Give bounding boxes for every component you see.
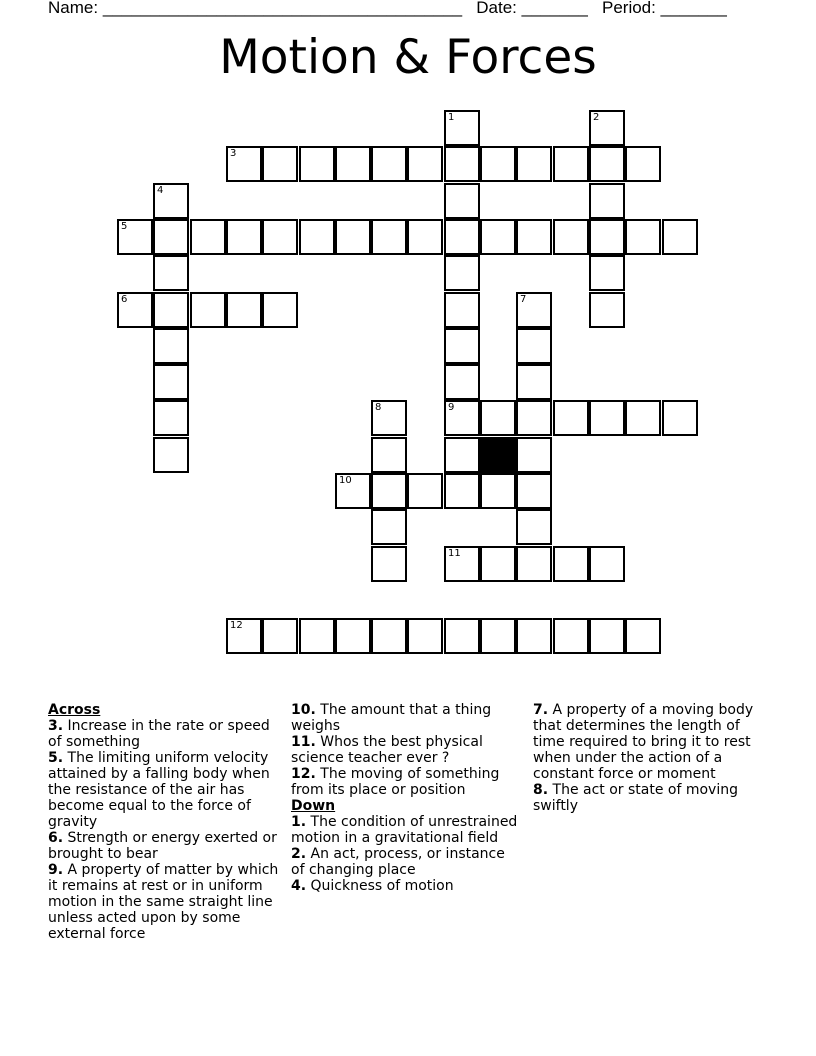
name-label: Name: xyxy=(48,0,99,17)
crossword-cell[interactable] xyxy=(589,618,625,654)
crossword-cell[interactable] xyxy=(299,219,335,255)
crossword-cell[interactable] xyxy=(335,618,371,654)
crossword-cell[interactable] xyxy=(516,328,552,364)
crossword-cell[interactable] xyxy=(226,146,262,182)
cell-number: 11 xyxy=(448,548,461,559)
crossword-cell[interactable] xyxy=(516,364,552,400)
date-label: Date: xyxy=(476,0,517,17)
across-clue: 11. Whos the best physical science teacher ever ? xyxy=(291,734,483,766)
crossword-cell[interactable] xyxy=(444,437,480,473)
crossword-cell[interactable] xyxy=(335,473,371,509)
crossword-cell[interactable] xyxy=(444,146,480,182)
crossword-cell[interactable] xyxy=(444,473,480,509)
crossword-cell[interactable] xyxy=(153,437,189,473)
crossword-cell[interactable] xyxy=(589,292,625,328)
crossword-cell[interactable] xyxy=(153,328,189,364)
crossword-cell[interactable] xyxy=(480,618,516,654)
cell-number: 1 xyxy=(448,112,455,123)
crossword-cell[interactable] xyxy=(625,618,661,654)
crossword-cell[interactable] xyxy=(371,146,407,182)
crossword-cell[interactable] xyxy=(553,618,589,654)
crossword-cell[interactable] xyxy=(444,328,480,364)
crossword-cell[interactable] xyxy=(444,183,480,219)
crossword-cell[interactable] xyxy=(553,219,589,255)
crossword-cell[interactable] xyxy=(262,292,298,328)
crossword-cell[interactable] xyxy=(153,292,189,328)
crossword-cell[interactable] xyxy=(407,219,443,255)
crossword-cell[interactable] xyxy=(589,219,625,255)
page-title: Motion & Forces xyxy=(219,30,597,85)
crossword-cell[interactable] xyxy=(153,400,189,436)
cell-number: 2 xyxy=(593,112,600,123)
clue-column-1 xyxy=(48,702,284,942)
crossword-cell[interactable] xyxy=(117,219,153,255)
crossword-cell[interactable] xyxy=(407,473,443,509)
crossword-cell[interactable] xyxy=(516,146,552,182)
crossword-cell[interactable] xyxy=(625,146,661,182)
crossword-cell[interactable] xyxy=(553,146,589,182)
crossword-cell[interactable] xyxy=(444,400,480,436)
crossword-cell[interactable] xyxy=(444,110,480,146)
crossword-cell[interactable] xyxy=(516,473,552,509)
crossword-cell[interactable] xyxy=(444,546,480,582)
crossword-cell[interactable] xyxy=(262,146,298,182)
crossword-cell[interactable] xyxy=(480,400,516,436)
cell-number: 5 xyxy=(121,221,128,232)
crossword-cell[interactable] xyxy=(589,146,625,182)
crossword-cell[interactable] xyxy=(589,183,625,219)
crossword-cell[interactable] xyxy=(226,219,262,255)
down-clue: 8. The act or state of moving swiftly xyxy=(533,782,738,814)
crossword-cell[interactable] xyxy=(589,400,625,436)
crossword-cell[interactable] xyxy=(226,292,262,328)
down-clue: 2. An act, process, or instance of changing place xyxy=(291,846,505,878)
cell-number: 12 xyxy=(230,620,243,631)
crossword-cell[interactable] xyxy=(480,546,516,582)
crossword-cell[interactable] xyxy=(262,618,298,654)
cell-number: 8 xyxy=(375,402,382,413)
crossword-cell[interactable] xyxy=(153,364,189,400)
crossword-cell[interactable] xyxy=(625,219,661,255)
clue-column-3 xyxy=(533,702,773,814)
cell-number: 10 xyxy=(339,475,352,486)
crossword-cell[interactable] xyxy=(662,219,698,255)
crossword-cell[interactable] xyxy=(371,437,407,473)
crossword-cell[interactable] xyxy=(407,618,443,654)
across-clue: 5. The limiting uniform velocity attained by a falling body when the resistance of the air has become equal to the force of gravity xyxy=(48,750,270,830)
crossword-cell[interactable] xyxy=(371,400,407,436)
crossword-cell[interactable] xyxy=(589,110,625,146)
down-heading: Down xyxy=(291,798,336,814)
crossword-cell[interactable] xyxy=(662,400,698,436)
cell-number: 3 xyxy=(230,148,237,159)
crossword-cell[interactable] xyxy=(444,292,480,328)
across-clue: 6. Strength or energy exerted or brought to bear xyxy=(48,830,277,862)
cell-number: 4 xyxy=(157,185,164,196)
crossword-cell[interactable] xyxy=(444,219,480,255)
crossword-black-cell xyxy=(480,437,516,473)
across-clue: 3. Increase in the rate or speed of something xyxy=(48,718,270,750)
cell-number: 7 xyxy=(520,294,527,305)
crossword-cell[interactable] xyxy=(516,618,552,654)
crossword-cell[interactable] xyxy=(444,618,480,654)
crossword-cell[interactable] xyxy=(299,618,335,654)
across-heading: Across xyxy=(48,702,101,718)
across-clue: 9. A property of matter by which it remains at rest or in uniform motion in the same straight line unless acted upon by some external force xyxy=(48,862,279,942)
period-blank[interactable]: _______ xyxy=(660,0,727,17)
crossword-cell[interactable] xyxy=(371,618,407,654)
crossword-cell[interactable] xyxy=(553,546,589,582)
crossword-cell[interactable] xyxy=(117,292,153,328)
down-clue: 7. A property of a moving body that determines the length of time required to bring it to rest when under the action of a constant force or moment xyxy=(533,702,754,782)
crossword-cell[interactable] xyxy=(516,219,552,255)
down-clue: 4. Quickness of motion xyxy=(291,878,454,894)
crossword-cell[interactable] xyxy=(371,219,407,255)
crossword-cell[interactable] xyxy=(516,437,552,473)
across-clue: 12. The moving of something from its place or position xyxy=(291,766,500,798)
crossword-cell[interactable] xyxy=(480,473,516,509)
crossword-cell[interactable] xyxy=(371,546,407,582)
crossword-cell[interactable] xyxy=(444,255,480,291)
crossword-cell[interactable] xyxy=(444,364,480,400)
down-clue: 1. The condition of unrestrained motion in a gravitational field xyxy=(291,814,518,846)
cell-number: 9 xyxy=(448,402,455,413)
crossword-cell[interactable] xyxy=(480,219,516,255)
period-label: Period: xyxy=(602,0,656,17)
crossword-cell[interactable] xyxy=(516,292,552,328)
crossword-cell[interactable] xyxy=(516,400,552,436)
crossword-cell[interactable] xyxy=(589,255,625,291)
crossword-cell[interactable] xyxy=(407,146,443,182)
crossword-cell[interactable] xyxy=(516,509,552,545)
crossword-cell[interactable] xyxy=(335,219,371,255)
name-blank[interactable]: ______________________________________ xyxy=(102,0,463,17)
crossword-cell[interactable] xyxy=(262,219,298,255)
crossword-cell[interactable] xyxy=(190,292,226,328)
crossword-cell[interactable] xyxy=(153,255,189,291)
crossword-cell[interactable] xyxy=(190,219,226,255)
crossword-cell[interactable] xyxy=(371,509,407,545)
crossword-cell[interactable] xyxy=(226,618,262,654)
crossword-cell[interactable] xyxy=(480,146,516,182)
across-clue: 10. The amount that a thing weighs xyxy=(291,702,492,734)
date-blank[interactable]: _______ xyxy=(521,0,588,17)
crossword-cell[interactable] xyxy=(335,146,371,182)
crossword-cell[interactable] xyxy=(299,146,335,182)
crossword-cell[interactable] xyxy=(153,219,189,255)
crossword-cell[interactable] xyxy=(589,546,625,582)
crossword-cell[interactable] xyxy=(553,400,589,436)
crossword-cell[interactable] xyxy=(516,546,552,582)
crossword-cell[interactable] xyxy=(153,183,189,219)
clue-column-2 xyxy=(291,702,521,894)
cell-number: 6 xyxy=(121,294,128,305)
crossword-cell[interactable] xyxy=(371,473,407,509)
crossword-cell[interactable] xyxy=(625,400,661,436)
